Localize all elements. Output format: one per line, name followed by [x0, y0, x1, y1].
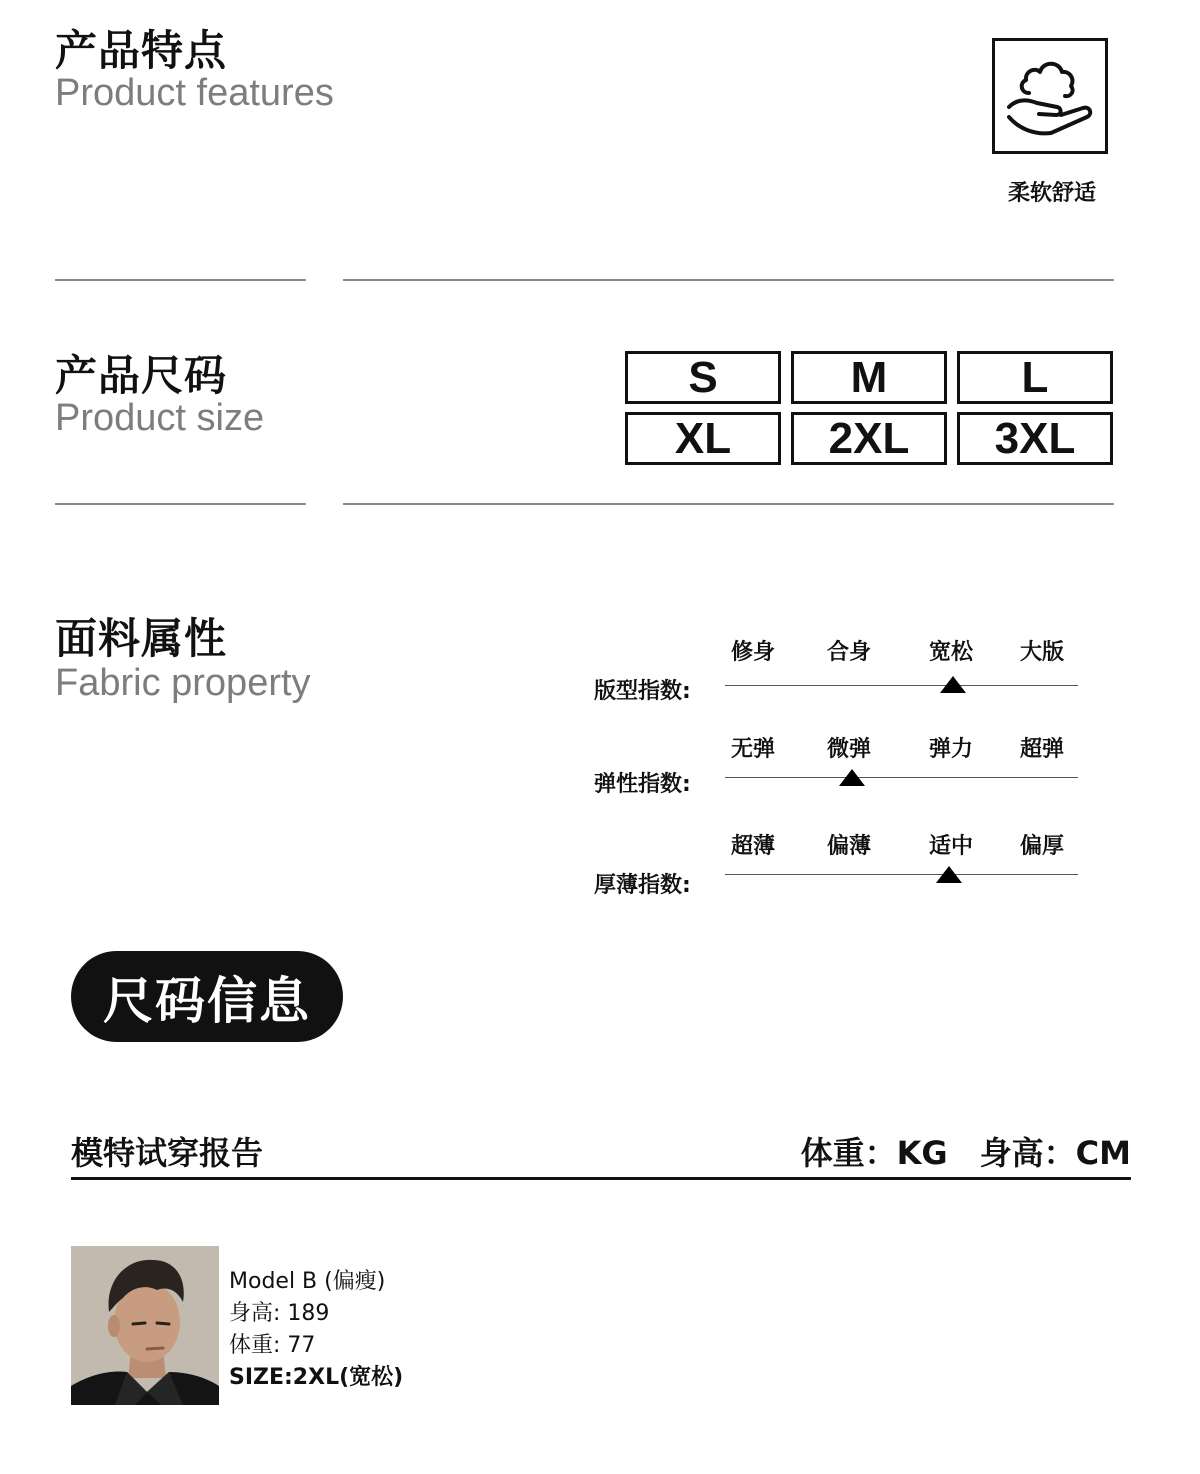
size-option-2xl: 2XL [791, 412, 947, 465]
fit-option: 合身 [826, 640, 871, 665]
features-title-cn: 产品特点 [55, 26, 228, 75]
fit-index-row [594, 635, 1084, 705]
size-option-3xl: 3XL [957, 412, 1113, 465]
divider [55, 279, 306, 281]
scale-line [725, 874, 1078, 875]
fit-option: 宽松 [928, 640, 973, 665]
size-grid [625, 351, 1113, 465]
size-option-m: M [791, 351, 947, 404]
scale-line [725, 685, 1078, 686]
size-title-en: Product size [55, 397, 265, 439]
divider [343, 279, 1114, 281]
hand-cloud-icon [992, 38, 1108, 154]
fabric-title-cn: 面料属性 [55, 614, 228, 663]
thickness-option: 偏薄 [826, 834, 871, 859]
units-label: 体重：KG 身高：CM [800, 1134, 1131, 1172]
size-title-cn: 产品尺码 [55, 351, 228, 400]
thickness-index-label: 厚薄指数: [594, 873, 691, 898]
selected-marker [940, 676, 966, 693]
size-option-l: L [957, 351, 1113, 404]
model-weight: 体重: 77 [229, 1333, 316, 1358]
scale-line [725, 777, 1078, 778]
divider [343, 503, 1114, 505]
fit-option: 大版 [1019, 640, 1064, 665]
model-info [229, 1266, 403, 1394]
elasticity-index-label: 弹性指数: [594, 772, 691, 797]
size-info-badge: 尺码信息 [71, 951, 343, 1042]
feature-label: 柔软舒适 [1007, 181, 1096, 206]
thickness-option: 超薄 [730, 834, 775, 859]
elasticity-index-row [594, 732, 1084, 802]
selected-marker [936, 866, 962, 883]
thickness-index-row [594, 829, 1084, 899]
fit-index-label: 版型指数: [594, 679, 691, 704]
thickness-option: 偏厚 [1019, 834, 1064, 859]
divider [55, 503, 306, 505]
features-title-en: Product features [55, 72, 334, 114]
fit-option: 修身 [730, 640, 775, 665]
model-photo [71, 1246, 219, 1405]
elasticity-option: 无弹 [730, 737, 775, 762]
elasticity-option: 超弹 [1019, 737, 1064, 762]
model-size: SIZE:2XL(宽松) [229, 1365, 404, 1390]
size-option-xl: XL [625, 412, 781, 465]
selected-marker [839, 769, 865, 786]
model-name: Model B (偏瘦) [229, 1269, 386, 1294]
model-height: 身高: 189 [229, 1301, 330, 1326]
elasticity-option: 微弹 [826, 737, 871, 762]
model-report-title: 模特试穿报告 [71, 1134, 264, 1172]
thickness-option: 适中 [928, 834, 973, 859]
size-option-s: S [625, 351, 781, 404]
fabric-title-en: Fabric property [55, 662, 311, 704]
elasticity-option: 弹力 [928, 737, 973, 762]
report-divider [71, 1177, 1131, 1180]
